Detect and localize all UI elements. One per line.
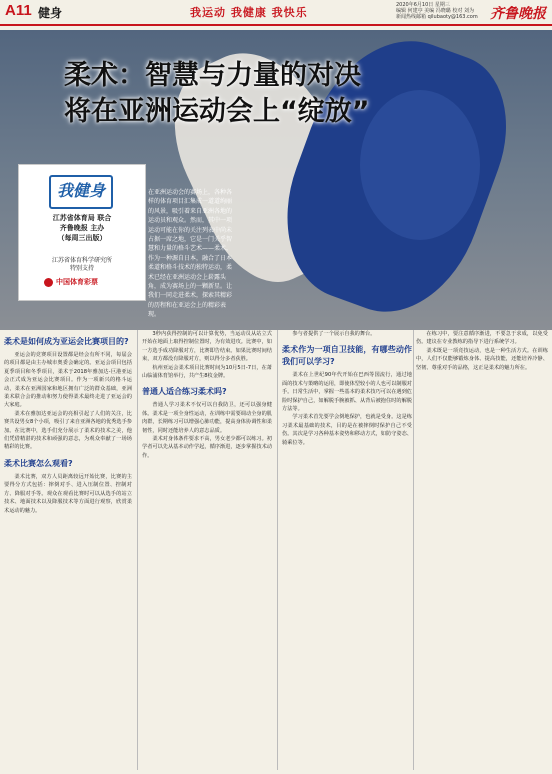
paragraph: 柔术既是一项竞技运动，也是一种生活方式。在训练中，人们不仅能够锻炼身体、提高技能，还能培养冷静、坚韧、尊重对手的品格，这正是柔术的魅力所在。 bbox=[416, 347, 548, 371]
support-text bbox=[24, 257, 140, 273]
paragraph: 杭州亚运会柔术项目比赛时间为10月5日-7日，在萧山临浦体育馆举行，共产生8枚金牌。 bbox=[142, 364, 272, 380]
slogan: 我运动 我健康 我快乐 bbox=[190, 6, 308, 19]
page-number: A11 bbox=[5, 2, 32, 19]
issue-date: 2020年6月10日 星期三 bbox=[396, 2, 450, 8]
athlete-blue-gi-shadow bbox=[360, 90, 480, 240]
article-title bbox=[64, 58, 370, 130]
column-divider bbox=[413, 330, 414, 770]
column-divider bbox=[137, 330, 138, 770]
subheading: 柔术是如何成为亚运会比赛项目的? bbox=[4, 337, 129, 346]
column-2 bbox=[142, 330, 272, 460]
issue-meta bbox=[396, 2, 486, 20]
editor-credits: 编辑 何建亭 美编 冯晓璐 校对 刘为 bbox=[396, 8, 474, 14]
organizer-line-1: 江苏省体育局 联合 bbox=[52, 214, 112, 222]
lottery-icon bbox=[44, 278, 53, 287]
paragraph: 参与者提供了一个展示自我的舞台。 bbox=[292, 331, 376, 337]
paragraph: 柔术比赛，双方人员距离较远开始比赛，比赛的主要得分方式包括：摔倒对手、进入压制位置、控制对方、降服对手等。观众在观看比赛时可以从选手的站立技术、地面技术以及降服技术等方面进行观察，欣赏柔术运动的魅力。 bbox=[4, 473, 132, 514]
organizer-text bbox=[24, 213, 140, 243]
column-4 bbox=[416, 330, 548, 372]
lottery-label: 中国体育彩票 bbox=[56, 278, 98, 286]
paragraph: 柔术对身体条件要求不高，男女老少都可以练习。初学者可以先从基本动作学起，循序渐进，逐步掌握技术动作。 bbox=[142, 436, 272, 459]
paragraph: 学习柔术首先要学会倒地保护，也就是受身。这是练习柔术最基础的技术，目的是在被摔倒时保护自己不受伤。其次是学习各种基本姿势和移动方式，如防守姿态、骑乘位等。 bbox=[282, 414, 412, 446]
fitness-logo: 我健身 bbox=[49, 175, 113, 209]
paragraph: 柔术在雅加达亚运会的亮相引起了人们的关注，比赛共设男女8个小项，吸引了来自亚洲各地的优秀选手参加。在比赛中，选手们充分展示了柔术的技术之美，他们凭借精湛的技术和顽强的意志，为观众奉献了一场场精彩的比赛。 bbox=[4, 410, 132, 451]
column-1 bbox=[4, 330, 132, 515]
section-name: 健身 bbox=[38, 6, 63, 20]
title-line-2: 将在亚洲运动会上“绽放” bbox=[64, 96, 370, 127]
subheading: 柔术比赛怎么观看? bbox=[4, 458, 73, 468]
paragraph: 柔术在上世纪90年代开始在巴西等国流行，通过地面的技术与策略的运用，即使体型较小的人也可以制服对手。日常生活中，掌握一些基本的柔术技巧可以在遇到危险时保护自己，如解脱手腕被抓、从背后被抱住时的解脱方法等。 bbox=[282, 372, 412, 413]
subheading: 普通人适合练习柔术吗? bbox=[142, 387, 227, 397]
title-line-1: 柔术：智慧与力量的对决 bbox=[64, 60, 361, 91]
organizer-line-3: （每周三出版） bbox=[57, 234, 107, 242]
support-line-1: 江苏省体育科学研究所 bbox=[51, 257, 112, 264]
paragraph: 在练习中，要注意循序渐进，不要急于求成，以免受伤。建议在专业教练的指导下进行系统学习。 bbox=[416, 331, 548, 346]
subheading: 柔术作为一项自卫技能，有哪些动作我们可以学习? bbox=[282, 345, 412, 367]
sponsor-box bbox=[18, 164, 146, 301]
paragraph: 亚运会的竞赛项目设置都是经会有所不同，每届会的项目都是由主办城市奥委会确定的。亚运会项目包括夏季项目和冬季项目，柔术于2018年雅加达-巨港亚运会正式成为亚运会比赛项目。作为一项新兴的格斗运动，柔术在亚洲国家和地区拥有广泛的群众基础，亚洲柔术联合会的推动和努力使得柔术最终走进了亚运会的大家庭。 bbox=[4, 352, 132, 409]
paragraph: 3秒内获得控制的可以计算优势，当运动员从站立式开始在地面上取得控制位置时，为有效进攻。比赛中，如一方选手成功降服对方，比赛即告结束。如果比赛时间结束，双方都没有降服对方，则以得分多者获胜。 bbox=[142, 331, 272, 363]
article-intro: 在亚洲运动会的赛场上，各种各样的体育项目汇集成一道道绚丽的风景，吸引着来自亚洲各地的运动员和观众。然而，其中一项运动可能在你的关注列表中尚未占据一席之地，它是一门关乎智慧和力量的格斗艺术——柔术，作为一种源自日本，融合了日本柔道和格斗技术的独特运动，柔术已经在亚洲运动会上崭露头角，成为赛场上的一颗新星。让我们一同走进柔术，探索其精彩的历程和在亚运会上的精彩表现。 bbox=[148, 189, 233, 319]
organizer-line-2: 齐鲁晚报 主办 bbox=[59, 224, 105, 232]
newspaper-logo: 齐鲁晚报 bbox=[490, 6, 546, 22]
sports-lottery-logo bbox=[44, 277, 98, 287]
column-3 bbox=[282, 330, 412, 447]
page-header bbox=[0, 0, 552, 26]
support-line-2: 特别支持 bbox=[69, 265, 94, 272]
column-divider bbox=[277, 330, 278, 770]
paragraph: 普通人学习柔术不仅可以自我防卫，还可以强身健体。柔术是一项全身性运动，在训练中需要调动全身的肌肉群，长期练习可以增强心肺功能，提高身体协调性和柔韧性，同时还能培养人的意志品质。 bbox=[142, 402, 272, 434]
news-email: 新闻热线邮箱 qilubaoty@163.com bbox=[396, 14, 478, 20]
